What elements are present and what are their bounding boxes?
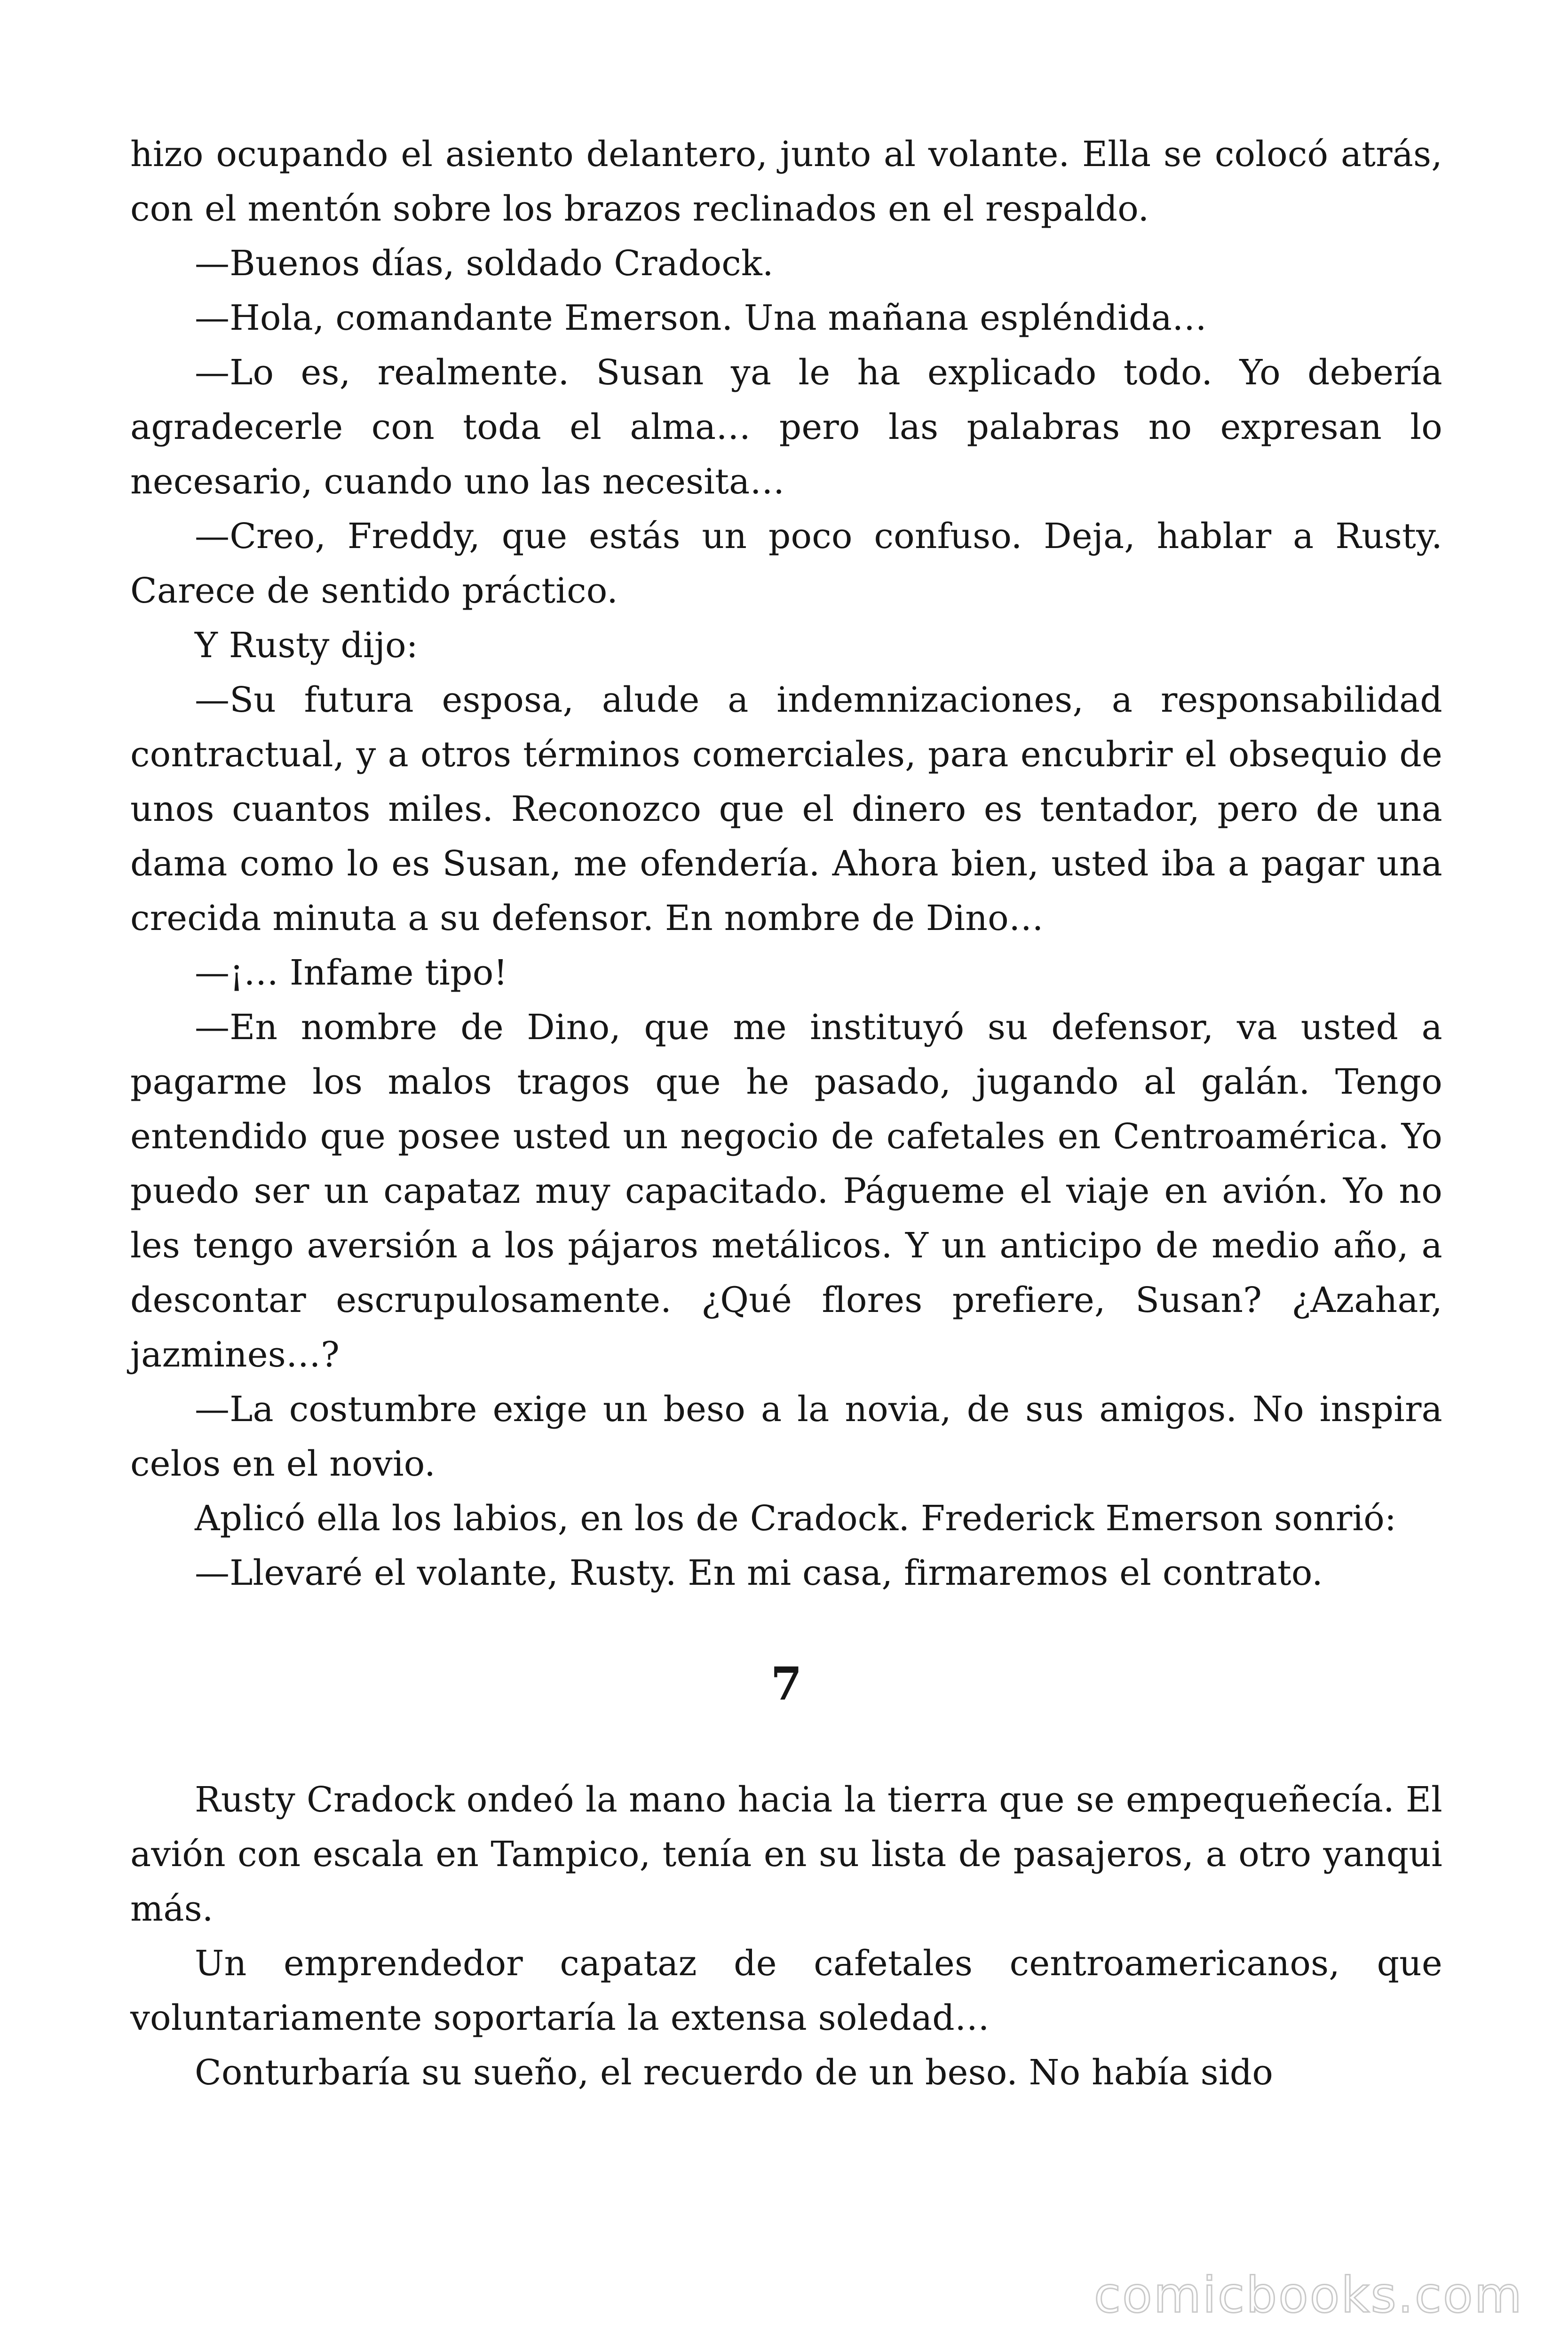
dialogue-paragraph: —¡… Infame tipo!: [195, 953, 508, 993]
dialogue-paragraph: —Creo, Freddy, que estás un poco confuso. Deja, hablar a Rusty. Carece de sentido práctico.: [130, 516, 1442, 611]
dialogue-paragraph: —Hola, comandante Emerson. Una mañana espléndida…: [195, 298, 1207, 338]
book-page: [130, 127, 1442, 2100]
narration-paragraph: Rusty Cradock ondeó la mano hacia la tierra que se empequeñecía. El avión con escala en Tampico, tenía en su lista de pasajeros, a otro yanqui más.: [130, 1780, 1442, 1929]
watermark-text: comicbooks.com: [1093, 2266, 1523, 2324]
narration-paragraph: Conturbaría su sueño, el recuerdo de un beso. No había sido: [195, 2052, 1274, 2093]
dialogue-paragraph: —La costumbre exige un beso a la novia, de sus amigos. No inspira celos en el novio.: [130, 1389, 1442, 1484]
paragraph-continuation: hizo ocupando el asiento delantero, junto al volante. Ella se colocó atrás, con el mentón sobre los brazos reclinados en el respaldo.: [130, 134, 1442, 229]
narration-paragraph: Un emprendedor capataz de cafetales centroamericanos, que voluntariamente soportaría la extensa soledad…: [130, 1943, 1442, 2038]
chapter-heading: 7: [770, 1657, 802, 1710]
narration-paragraph: Aplicó ella los labios, en los de Cradock. Frederick Emerson sonrió:: [195, 1498, 1397, 1539]
dialogue-paragraph: —Lo es, realmente. Susan ya le ha explicado todo. Yo debería agradecerle con toda el alma… pero las palabras no expresan lo necesario, cuando uno las necesita…: [130, 352, 1442, 502]
dialogue-paragraph: —Llevaré el volante, Rusty. En mi casa, firmaremos el contrato.: [195, 1553, 1323, 1593]
dialogue-paragraph: —En nombre de Dino, que me instituyó su defensor, va usted a pagarme los malos tragos que he pasado, jugando al galán. Tengo entendido que posee usted un negocio de cafetales en Centroamérica. Yo puedo ser un capataz muy capacitado. Págueme el viaje en avión. Yo no les tengo aversión a los pájaros metálicos. Y un anticipo de medio año, a descontar escrupulosamente. ¿Qué flores prefiere, Susan? ¿Azahar, jazmines…?: [130, 1007, 1442, 1375]
dialogue-paragraph: —Buenos días, soldado Cradock.: [195, 243, 774, 284]
dialogue-paragraph: —Su futura esposa, alude a indemnizaciones, a responsabilidad contractual, y a otros términos comerciales, para encubrir el obsequio de unos cuantos miles. Reconozco que el dinero es tentador, pero de una dama como lo es Susan, me ofendería. Ahora bien, usted iba a pagar una crecida minuta a su defensor. En nombre de Dino…: [130, 680, 1442, 938]
narration-paragraph: Y Rusty dijo:: [195, 625, 418, 666]
